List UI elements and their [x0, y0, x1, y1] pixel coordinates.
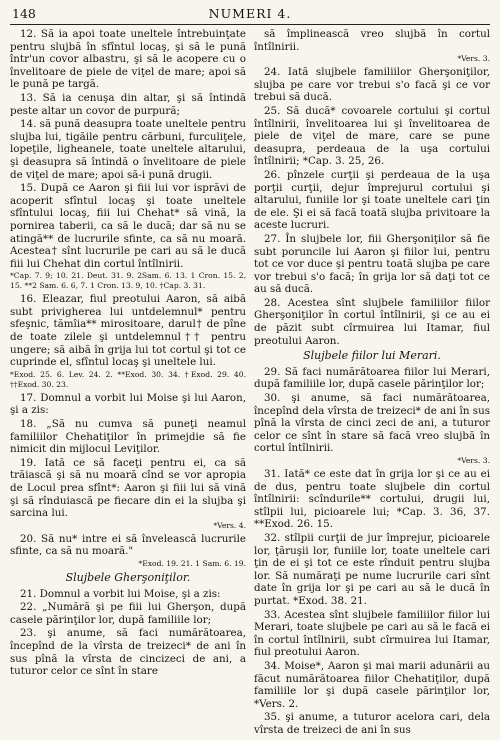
cross-reference: *Exod. 25. 6. Lev. 24. 2. **Exod. 30. 34. †Exod. 29. 40. ††Exod. 30. 23. — [10, 369, 246, 389]
section-heading: Slujbele Gherşoniţilor. — [65, 570, 191, 584]
verse-paragraph: 22. „Numără şi pe fiii lui Gherşon, după casele părinţilor lor, după familiile lor; — [10, 601, 246, 626]
verse-paragraph: 20. Să nu* intre ei să învelească lucrurile sfinte, ca să nu moară." — [10, 532, 246, 558]
verse-paragraph: 16. Eleazar, fiul preotului Aaron, să aibă subt privigherea lui untdelemnul* pentru sfeşnic, tămîia** mirositoare, darul† de pîne de toate zilele şi untdelemnul†† pentru ungere; să aibă în grija lui tot cortul şi tot ce cuprinde el, sfîntul locaş şi uneltele lui. — [10, 293, 246, 369]
right-column — [254, 28, 490, 737]
verse-paragraph: 14. să pună deasupra toate uneltele pentru slujba lui, tigăile pentru cărbuni, furculiţele, lopeţile, ligheanele, toate uneltele altarului, şi deasupra să întindă o învelitoare de piele de viţel de mare; apoi să-i pună drugii. — [10, 118, 246, 181]
verse-paragraph: 27. În slujbele lor, fiii Gherşoniţilor să fie subt poruncile lui Aaron şi fiilor lui, pentru tot ce vor duce şi pentru toată slujba pe care vor trebui s'o facă; în grija lor să daţi tot ce au să ducă. — [254, 232, 490, 296]
verse-paragraph: 23. şi anume, să faci numărătoarea, începînd de la vîrsta de treizeci* de ani în sus pînă la vîrsta de cincizeci de ani, a tuturor celor ce sînt în stare — [10, 627, 246, 678]
verse-paragraph: 33. Acestea sînt slujbele familiilor fiilor lui Merari, toate slujbele pe cari au să le facă ei în cortul întîlnirii, subt cîrmuirea lui Itamar, fiul preotului Aaron. — [254, 608, 490, 659]
verse-paragraph: 21. Domnul a vorbit lui Moise, şi a zis: — [20, 587, 221, 600]
verse-paragraph: 34. Moise*, Aaron şi mai marii adunării au făcut numărătoarea fiilor Chehatiţilor, după familiile lor şi după casele părinţilor lor, *Vers. 2. — [254, 659, 490, 710]
verse-paragraph: 35. şi anume, a tuturor acelora cari, dela vîrsta de treizeci de ani în sus — [254, 711, 490, 736]
verse-paragraph: 26. pînzele curţii şi perdeaua de la uşa porţii curţii, dejur împrejurul cortului şi altarului, funiile lor şi toate uneltele cari ţin de ele. Şi ei să facă toată slujba privitoare la aceste lucruri. — [254, 168, 490, 232]
verse-paragraph: 32. stîlpii curţii de jur împrejur, picioarele lor, ţăruşii lor, funiile lor, toate uneltele cari ţin de ei şi tot ce este rînduit pentru slujba lor. Să număraţi pe nume lucrurile cari sînt date în grija lor şi pe cari au să le ducă în purtat. *Exod. 38. 21. — [254, 531, 490, 607]
verse-paragraph: 28. Acestea sînt slujbele familiilor fiilor Gherşoniţilor în cortul întîlnirii, şi ce au ei de păzit subt cîrmuirea lui Itamar, fiul preotului Aaron. — [254, 296, 490, 347]
header-rule — [10, 24, 490, 25]
verse-paragraph: 25. Să ducă* covoarele cortului şi cortul întîlnirii, învelitoarea lui şi învelitoarea de piele de viţel de mare, care se pune deasupra, perdeaua de la uşa cortului întîlnirii; *Cap. 3. 25, 26. — [254, 104, 490, 168]
cross-reference: *Vers. 3. — [457, 54, 490, 64]
left-column — [10, 28, 246, 737]
verse-paragraph: 18. „Să nu cumva să puneţi neamul familiilor Chehatiţilor în primejdie să fie nimicit din mijlocul Leviţilor. — [10, 418, 246, 456]
verse-paragraph: 30. şi anume, să faci numărătoarea, începînd dela vîrsta de treizeci* de ani în sus pînă la vîrsta de cinci zeci de ani, a tuturor celor ce sînt în stare să facă vreo slujbă în cortul întîlnirii. — [254, 392, 490, 455]
cross-reference: *Cap. 7. 9; 10. 21. Deut. 31. 9. 2Sam. 6. 13. 1 Cron. 15. 2, 15. **2 Sam. 6. 6, 7. 1 Cron. 13. 9, 10. †Cap. 3. 31. — [10, 271, 246, 291]
verse-paragraph: 12. Să ia apoi toate uneltele întrebuinţate pentru slujbă în sfîntul locaş, şi să le pună într'un covor albastru, şi să le acopere cu o învelitoare de piele de viţel de mare; apoi să le pună pe targă. — [10, 28, 246, 91]
cross-reference: *Exod. 19. 21. 1 Sam. 6. 19. — [138, 558, 246, 568]
verse-paragraph: 17. Domnul a vorbit lui Moise şi lui Aaron, şi a zis: — [10, 391, 246, 417]
cross-reference: *Vers. 4. — [213, 520, 246, 530]
verse-paragraph: 24. Iată slujbele familiilor Gherşoniţilor, slujba pe care vor trebui s'o facă şi ce vor trebui să ducă. — [254, 66, 490, 104]
book-title: NUMERI 4. — [208, 6, 292, 21]
verse-paragraph: să împlinească vreo slujbă în cortul întîlnirii. — [254, 28, 490, 53]
verse-paragraph: 13. Să ia cenuşa din altar, şi să întindă peste altar un covor de purpură; — [10, 91, 246, 117]
verse-paragraph: 31. Iată* ce este dat în grija lor şi ce au ei de dus, pentru toate slujbele din cortul întîlnirii: scîndurile** cortului, drugii lui, stîlpii lui, picioarele lui; *Cap. 3. 36, 37. **Exod. 26. 15. — [254, 468, 490, 531]
verse-paragraph: 15. După ce Aaron şi fiii lui vor isprăvi de acoperit sfîntul locaş şi toate uneltele sfîntului locaş, fiii lui Chehat* să vină, la pornirea taberii, ca să le ducă; dar să nu se atingă** de lucrurile sfinte, ca să nu moară. Acestea† sînt lucrurile pe cari au să le ducă fiii lui Chehat din cortul întîlnirii. — [10, 182, 246, 270]
verse-paragraph: 19. Iată ce să faceţi pentru ei, ca să trăiască şi să nu moară cînd se vor apropia de Locul prea sfînt*: Aaron şi fiii lui să vină şi să rînduiască pe fiecare din ei la slujba şi sarcina lui. — [10, 456, 246, 520]
section-heading: Slujbele fiilor lui Merari. — [303, 349, 441, 363]
cross-reference: *Vers. 3. — [457, 456, 490, 465]
page-number: 148 — [12, 6, 36, 21]
text-columns — [10, 28, 490, 737]
page-header — [10, 6, 490, 22]
verse-paragraph: 29. Să faci numărătoarea fiilor lui Merari, după familiile lor, după casele părinţilor lor; — [254, 365, 490, 391]
